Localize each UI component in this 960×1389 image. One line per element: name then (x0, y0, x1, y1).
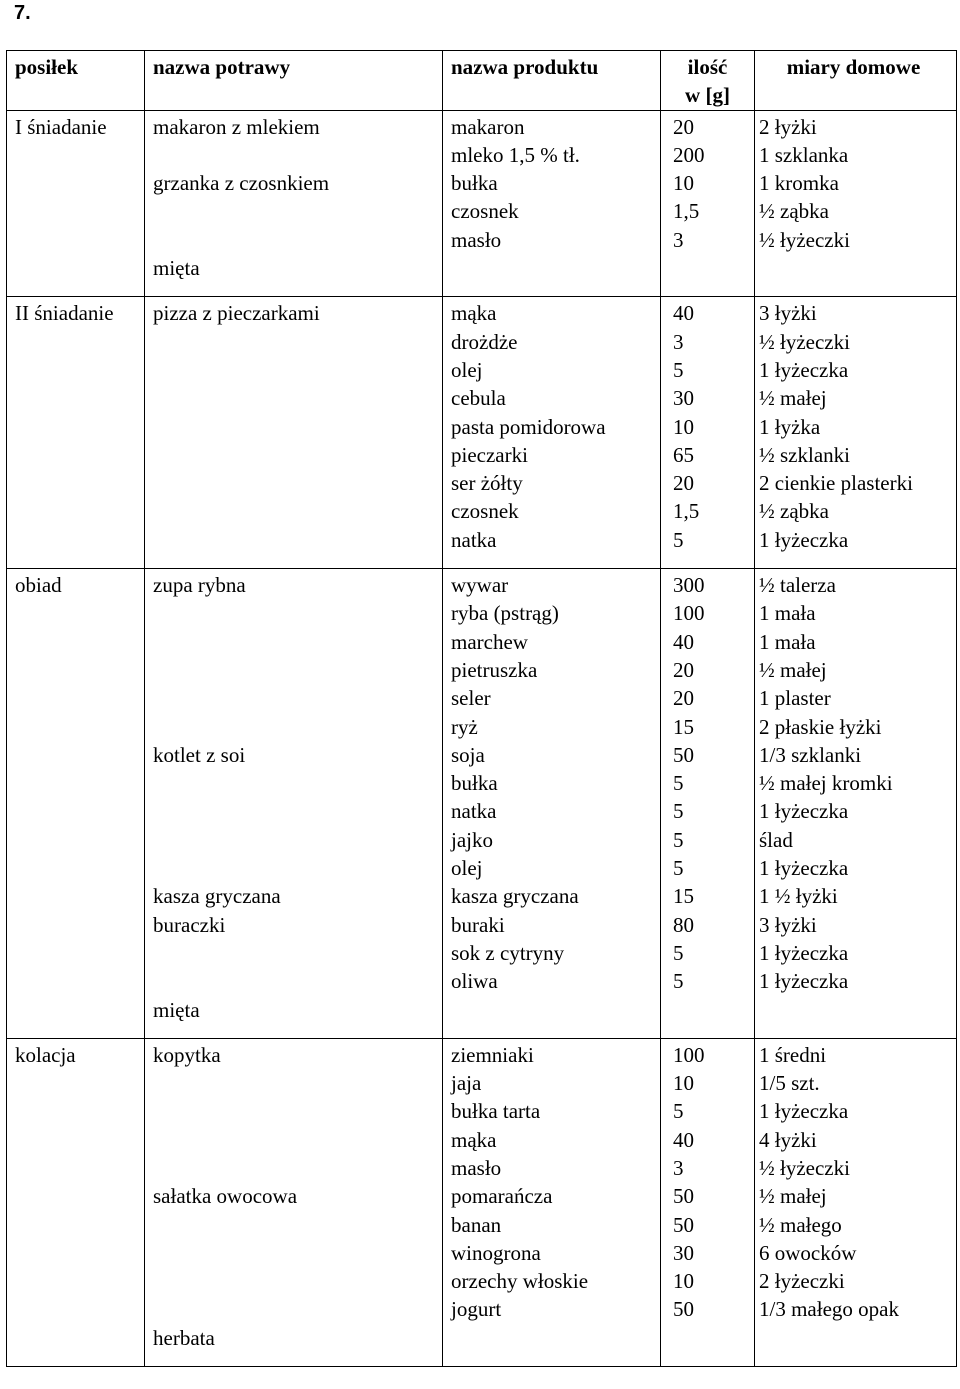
amount-line: 50 (673, 1297, 694, 1322)
measures-line: ½ małej (759, 386, 827, 411)
measures-line: ½ talerza (759, 573, 836, 598)
product-line: masło (451, 227, 502, 252)
measures-line: 1 kromka (759, 171, 839, 196)
amount-line: 20 (673, 114, 694, 139)
meal-name: I śniadanie (15, 114, 107, 139)
product-line: pieczarki (451, 442, 528, 467)
product-line: ser żółty (451, 471, 523, 496)
amount-line: 20 (673, 686, 694, 711)
dish-line: sałatka owocowa (153, 1184, 298, 1209)
dish-line (153, 1239, 434, 1267)
amount-line: 15 (673, 884, 694, 909)
measures-line: 2 łyżki (759, 114, 817, 139)
product-cell (443, 297, 661, 569)
amount-line: 40 (673, 1127, 694, 1152)
meal-row (7, 297, 957, 569)
measures-line: 1 szklanka (759, 142, 849, 167)
product-line: buraki (451, 912, 505, 937)
product-line: jajko (451, 827, 493, 852)
measures-line: 2 płaskie łyżki (759, 714, 882, 739)
amount-line: 10 (673, 414, 694, 439)
amount-line: 10 (673, 1269, 694, 1294)
header-amount-line1: ilość (687, 55, 728, 79)
product-line: mąka (451, 1127, 497, 1152)
amount-line: 80 (673, 912, 694, 937)
header-amount-line2: w [g] (685, 83, 730, 108)
amount-line: 3 (673, 329, 684, 354)
amount-line: 30 (673, 386, 694, 411)
product-line: natka (451, 527, 497, 552)
measures-line: 1 łyżka (759, 414, 821, 439)
dish-line: makaron z mlekiem (153, 114, 320, 139)
measures-cell (755, 297, 957, 569)
product-line: bułka (451, 171, 498, 196)
dish-line (153, 797, 434, 825)
dish-line (153, 769, 434, 797)
dish-line (153, 141, 434, 169)
amount-line: 5 (673, 969, 684, 994)
measures-line: ½ małej (759, 1184, 827, 1209)
dish-line (153, 599, 434, 627)
measures-line: 1 łyżeczka (759, 1099, 849, 1124)
product-line: sok z cytryny (451, 940, 565, 965)
amount-line: 5 (673, 771, 684, 796)
amount-line: 10 (673, 171, 694, 196)
dish-line (153, 1267, 434, 1295)
meal-plan-table (6, 50, 957, 1367)
amount-line: 40 (673, 301, 694, 326)
measures-line: ½ ząbka (759, 199, 829, 224)
meal-cell (7, 297, 145, 569)
header-dish: nazwa potrawy (145, 51, 443, 111)
amount-line: 50 (673, 1212, 694, 1237)
dish-line (153, 1211, 434, 1239)
measures-line: 1/3 małego opak (759, 1297, 899, 1322)
dish-cell (145, 569, 443, 1039)
measures-line: ½ małego (759, 1212, 842, 1237)
product-line: makaron (451, 114, 525, 139)
measures-line: 2 łyżeczki (759, 1269, 845, 1294)
measures-line: 1 plaster (759, 686, 831, 711)
product-line: seler (451, 686, 491, 711)
meal-name: II śniadanie (15, 301, 114, 326)
meal-row (7, 110, 957, 297)
measures-line: ½ łyżeczki (759, 329, 850, 354)
dish-line: kasza gryczana (153, 884, 281, 909)
product-line: pasta pomidorowa (451, 414, 606, 439)
meal-cell (7, 1038, 145, 1366)
product-line: natka (451, 799, 497, 824)
amount-line: 30 (673, 1240, 694, 1265)
meal-row (7, 569, 957, 1039)
product-line: czosnek (451, 199, 519, 224)
dish-line (153, 1097, 434, 1125)
dish-line: zupa rybna (153, 573, 246, 598)
product-line: bułka tarta (451, 1099, 541, 1124)
measures-line: 1 łyżeczka (759, 357, 849, 382)
product-cell (443, 569, 661, 1039)
amount-line: 10 (673, 1071, 694, 1096)
header-row (7, 51, 957, 111)
header-meal: posiłek (7, 51, 145, 111)
measures-line: 1 mała (759, 601, 816, 626)
measures-line: 1 łyżeczka (759, 856, 849, 881)
product-line: pietruszka (451, 657, 538, 682)
amount-line: 5 (673, 1099, 684, 1124)
measures-line: 1/3 szklanki (759, 742, 862, 767)
product-line: cebula (451, 386, 506, 411)
product-line: ryż (451, 714, 478, 739)
dish-line: mięta (153, 256, 200, 281)
dish-line (153, 939, 434, 967)
measures-line: 1 łyżeczka (759, 799, 849, 824)
product-line: czosnek (451, 499, 519, 524)
measures-line: 1/5 szt. (759, 1071, 820, 1096)
measures-line: 4 łyżki (759, 1127, 817, 1152)
table-body (7, 110, 957, 1366)
dish-line (153, 226, 434, 254)
amount-line: 5 (673, 357, 684, 382)
amount-line: 1,5 (673, 499, 700, 524)
amount-line: 5 (673, 799, 684, 824)
product-line: mleko 1,5 % tł. (451, 142, 580, 167)
dish-cell (145, 1038, 443, 1366)
amount-line: 40 (673, 629, 694, 654)
dish-line (153, 197, 434, 225)
product-line: soja (451, 742, 485, 767)
measures-line: 1 ½ łyżki (759, 884, 838, 909)
dish-line (153, 1295, 434, 1323)
amount-line: 1,5 (673, 199, 700, 224)
measures-line: 1 średni (759, 1042, 827, 1067)
dish-line: buraczki (153, 912, 226, 937)
amount-line: 5 (673, 940, 684, 965)
header-measures: miary domowe (755, 51, 957, 111)
product-line: kasza gryczana (451, 884, 579, 909)
measures-line: 1 łyżeczka (759, 969, 849, 994)
dish-line (153, 826, 434, 854)
product-line: orzechy włoskie (451, 1269, 589, 1294)
dish-line (153, 628, 434, 656)
amount-line: 3 (673, 1155, 684, 1180)
product-line: bułka (451, 771, 498, 796)
meal-cell (7, 110, 145, 297)
header-amount (661, 51, 755, 111)
dish-line (153, 684, 434, 712)
dish-line (153, 713, 434, 741)
amount-cell (661, 1038, 755, 1366)
measures-line: ½ małej (759, 657, 827, 682)
product-line: ryba (pstrąg) (451, 601, 559, 626)
dish-line: mięta (153, 997, 200, 1022)
product-line: drożdże (451, 329, 518, 354)
amount-line: 3 (673, 227, 684, 252)
measures-line: 3 łyżki (759, 912, 817, 937)
header-product: nazwa produktu (443, 51, 661, 111)
amount-line: 300 (673, 573, 705, 598)
amount-line: 5 (673, 856, 684, 881)
dish-line: grzanka z czosnkiem (153, 171, 330, 196)
amount-cell (661, 569, 755, 1039)
meal-name: kolacja (15, 1042, 76, 1067)
product-line: banan (451, 1212, 502, 1237)
measures-line: ½ łyżeczki (759, 1155, 850, 1180)
dish-cell (145, 110, 443, 297)
dish-cell (145, 297, 443, 569)
dish-line: pizza z pieczarkami (153, 301, 320, 326)
dish-line (153, 656, 434, 684)
measures-line: 1 mała (759, 629, 816, 654)
product-line: wywar (451, 573, 509, 598)
amount-line: 200 (673, 142, 705, 167)
product-line: olej (451, 357, 483, 382)
measures-line: 1 łyżeczka (759, 940, 849, 965)
amount-line: 100 (673, 601, 705, 626)
product-line: jogurt (451, 1297, 502, 1322)
dish-line (153, 1154, 434, 1182)
measures-cell (755, 1038, 957, 1366)
amount-line: 15 (673, 714, 694, 739)
amount-line: 20 (673, 471, 694, 496)
measures-line: 2 cienkie plasterki (759, 471, 913, 496)
amount-line: 100 (673, 1042, 705, 1067)
product-cell (443, 1038, 661, 1366)
dish-line (153, 1069, 434, 1097)
measures-line: ½ ząbka (759, 499, 829, 524)
dish-line (153, 1126, 434, 1154)
measures-line: ½ łyżeczki (759, 227, 850, 252)
measures-line: 1 łyżeczka (759, 527, 849, 552)
product-line: marchew (451, 629, 528, 654)
meal-name: obiad (15, 573, 62, 598)
measures-line: ślad (759, 827, 793, 852)
product-line: masło (451, 1155, 502, 1180)
measures-line: ½ szklanki (759, 442, 850, 467)
measures-cell (755, 569, 957, 1039)
dish-line (153, 854, 434, 882)
product-line: oliwa (451, 969, 498, 994)
product-line: mąka (451, 301, 497, 326)
dish-line: kopytka (153, 1042, 221, 1067)
measures-line: ½ małej kromki (759, 771, 893, 796)
dish-line: kotlet z soi (153, 742, 246, 767)
dish-line (153, 967, 434, 995)
meal-cell (7, 569, 145, 1039)
amount-line: 5 (673, 827, 684, 852)
amount-line: 5 (673, 527, 684, 552)
product-line: ziemniaki (451, 1042, 534, 1067)
measures-line: 6 owocków (759, 1240, 857, 1265)
amount-line: 20 (673, 657, 694, 682)
amount-cell (661, 297, 755, 569)
product-line: pomarańcza (451, 1184, 553, 1209)
amount-line: 65 (673, 442, 694, 467)
meal-row (7, 1038, 957, 1366)
measures-cell (755, 110, 957, 297)
product-cell (443, 110, 661, 297)
measures-line: 3 łyżki (759, 301, 817, 326)
amount-cell (661, 110, 755, 297)
product-line: olej (451, 856, 483, 881)
product-line: jaja (451, 1071, 482, 1096)
amount-line: 50 (673, 1184, 694, 1209)
dish-line: herbata (153, 1325, 215, 1350)
amount-line: 50 (673, 742, 694, 767)
product-line: winogrona (451, 1240, 541, 1265)
section-number: 7. (14, 2, 31, 24)
